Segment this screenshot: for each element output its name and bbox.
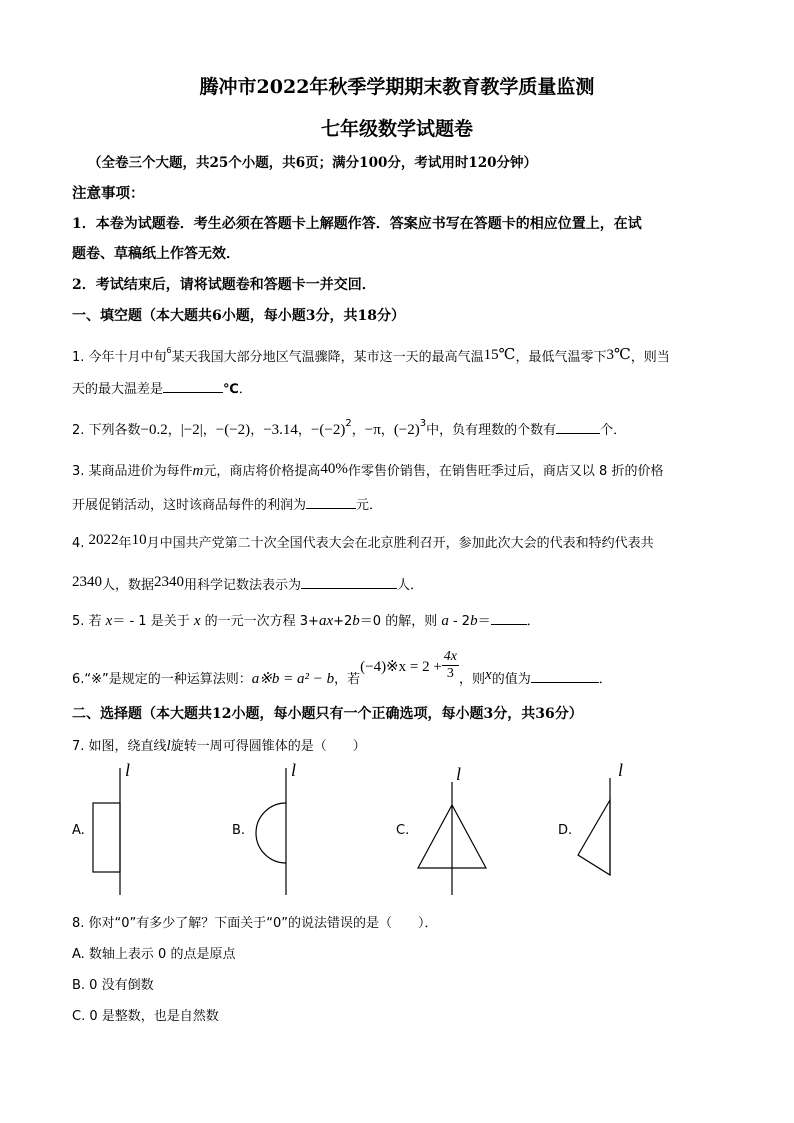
answer-blank	[556, 421, 600, 434]
section-2-heading: 二、选择题（本大题共12小题，每小题只有一个正确选项，每小题3分，共36分）	[72, 706, 583, 722]
axis-label: l	[456, 764, 462, 784]
question-5: 5. 若 x＝ - 1 是关于 x 的一元一次方程 3+ax+2b＝0 的解，则 a - 2b＝ ．	[72, 613, 540, 629]
answer-blank	[163, 380, 223, 393]
option-c-label: C.	[396, 823, 410, 838]
question-8-option-c: C. 0 是整数，也是自然数	[72, 1009, 219, 1024]
notice-item-1-line-1: 1．本卷为试题卷．考生必须在答题卡上解题作答．答案应书写在答题卡的相应位置上，在试	[72, 216, 642, 232]
answer-blank	[491, 612, 527, 625]
notice-heading: 注意事项：	[72, 185, 145, 202]
option-d-label: D.	[558, 823, 573, 838]
page-title: 腾冲市2022年秋季学期期末教育教学质量监测	[199, 76, 595, 98]
question-1-line-1: 1. 今年十月中旬$^6$某天我国大部分地区气温骤降，某市这一天的最高气温15℃，最低气温零下3℃，则当	[72, 346, 670, 365]
question-8-option-a: A. 数轴上表示 0 的点是原点	[72, 947, 236, 962]
answer-blank	[301, 576, 397, 589]
answer-blank	[531, 670, 599, 683]
section-1-heading: 一、填空题（本大题共6小题，每小题3分，共18分）	[72, 308, 405, 324]
notice-item-1-line-2: 题卷、草稿纸上作答无效．	[72, 246, 240, 262]
answer-blank	[306, 496, 356, 509]
option-a-label: A.	[72, 823, 85, 838]
option-a-figure	[85, 760, 145, 900]
question-8-option-b: B. 0 没有倒数	[72, 978, 154, 993]
axis-label: l	[618, 760, 624, 780]
right-triangle-shape	[578, 800, 610, 875]
question-4-line-1: 4. 2022年10月中国共产党第二十次全国代表大会在北京胜利召开，参加此次大会的代表和特约代表共	[72, 532, 654, 551]
semicircle-shape	[256, 803, 286, 863]
option-b-figure	[245, 760, 305, 900]
page-subtitle: 七年级数学试题卷	[320, 118, 473, 140]
question-7: 7. 如图，绕直线l旋转一周可得圆锥体的是（ ）	[72, 738, 366, 754]
rectangle-shape	[93, 803, 120, 872]
axis-label: l	[125, 760, 131, 780]
notice-item-2: 2．考试结束后，请将试题卷和答题卡一并交回．	[72, 277, 376, 293]
question-4-line-2: 2340人，数据2340用科学记数法表示为 人．	[72, 574, 424, 593]
axis-label: l	[291, 760, 297, 780]
option-b-label: B.	[232, 823, 246, 838]
question-3-line-2: 开展促销活动，这时该商品每件的利润为 元．	[72, 498, 383, 513]
question-1-line-2: 天的最大温差是 ℃．	[72, 382, 252, 397]
question-3-line-1: 3. 某商品进价为每件m元，商店将价格提高40%作零售价销售，在销售旺季过后，商店又以 8 折的价格	[72, 461, 664, 479]
question-8: 8. 你对“0”有多少了解？下面关于“0”的说法错误的是（ ）．	[72, 916, 438, 931]
option-c-figure	[410, 760, 500, 900]
option-d-figure	[570, 760, 640, 900]
question-2: 2. 下列各数−0.2，|−2|，−(−2)，−3.14，$-(-2)^2$，−π，$(-2)^3$中，负有理数的个数有 个．	[72, 418, 627, 438]
exam-info: （全卷三个大题，共25个小题，共6页；满分100分，考试用时120分钟）	[88, 155, 538, 171]
question-6: 6.“※”是规定的一种运算法则：a※b = a² − b，若(−4)※x = 2 + $\frac{4x}{3}$ ，则x的值为 ．	[72, 649, 612, 687]
